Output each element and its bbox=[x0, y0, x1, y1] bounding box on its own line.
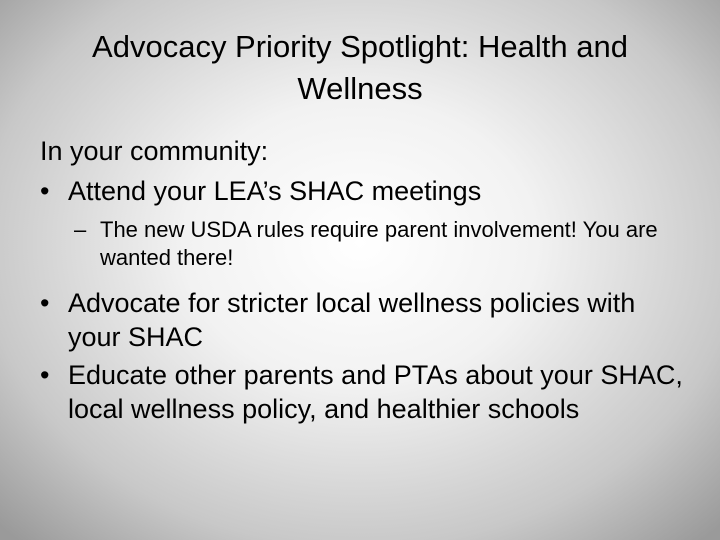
sub-bullet-text: The new USDA rules require parent involvement! You are wanted there! bbox=[100, 217, 658, 270]
slide-body bbox=[40, 134, 690, 426]
bullet-text: Advocate for stricter local wellness policies with your SHAC bbox=[68, 288, 636, 352]
bullet-item bbox=[40, 174, 690, 208]
lead-text: In your community: bbox=[40, 136, 269, 166]
slide-title: Advocacy Priority Spotlight: Health and Wellness bbox=[92, 29, 628, 106]
bullet-item bbox=[40, 358, 690, 426]
bullet-text: Attend your LEA’s SHAC meetings bbox=[68, 176, 482, 206]
bullet-mark: • bbox=[40, 176, 50, 206]
bullet-text: Educate other parents and PTAs about your SHAC, local wellness policy, and healthier schools bbox=[68, 360, 683, 424]
sub-bullet-mark: – bbox=[74, 217, 87, 242]
bullet-mark: • bbox=[40, 288, 50, 318]
bullet-mark: • bbox=[40, 360, 50, 390]
bullet-item bbox=[40, 286, 690, 354]
sub-bullet-item bbox=[40, 216, 690, 272]
